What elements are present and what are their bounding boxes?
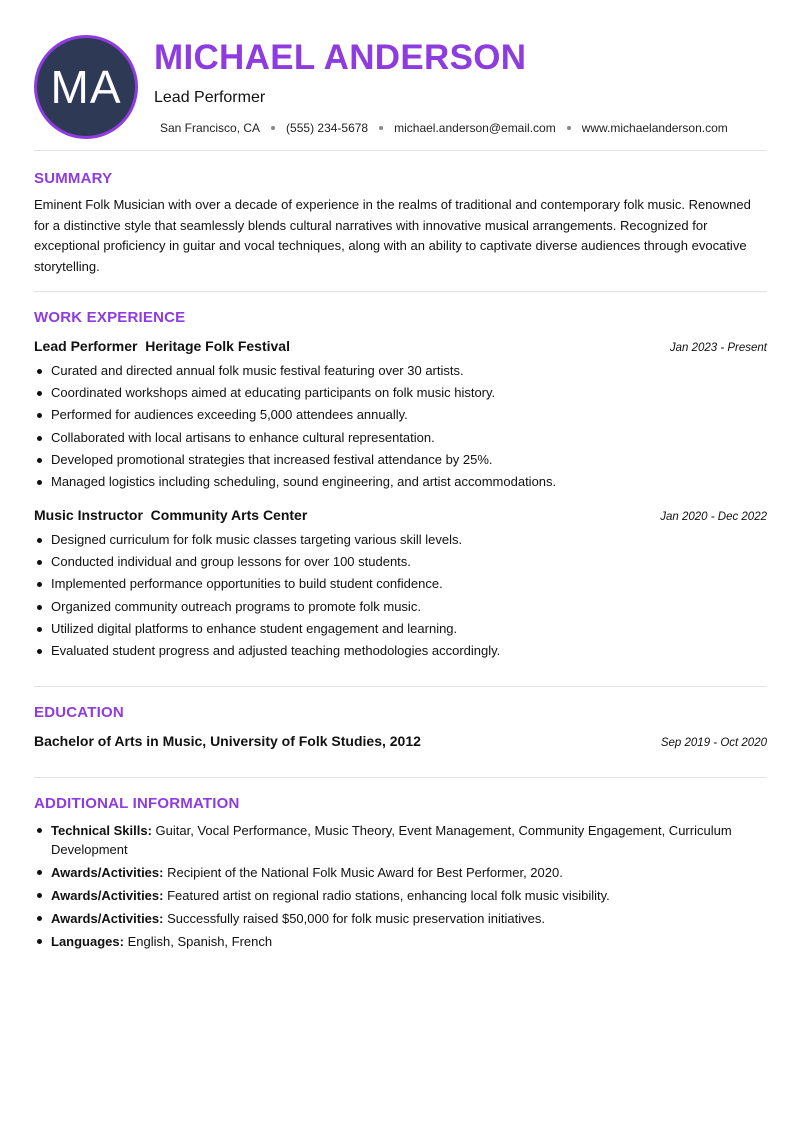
info-label: Awards/Activities: <box>51 911 164 926</box>
job-title: Lead Performer Heritage Folk Festival <box>34 338 290 354</box>
education-dates: Sep 2019 - Oct 2020 <box>660 737 767 749</box>
list-item <box>34 886 754 905</box>
job-dates: Jan 2023 - Present <box>669 342 767 354</box>
candidate-name: MICHAEL ANDERSON <box>154 38 527 77</box>
avatar-initials: MA <box>50 61 122 113</box>
job-bullets <box>34 529 769 662</box>
avatar <box>34 35 138 139</box>
summary-heading: SUMMARY <box>34 170 113 187</box>
list-item <box>34 821 754 859</box>
list-item: Curated and directed annual folk music festival featuring over 30 artists. <box>34 360 769 382</box>
contact-email[interactable]: michael.anderson@email.com <box>394 121 556 135</box>
info-text: Successfully raised $50,000 for folk music preservation initiatives. <box>167 911 545 926</box>
education-degree: Bachelor of Arts in Music, University of Folk Studies, 2012 <box>34 733 421 749</box>
list-item: Implemented performance opportunities to build student confidence. <box>34 573 769 595</box>
info-text: Featured artist on regional radio stations, enhancing local folk music visibility. <box>167 888 610 903</box>
job-bullets <box>34 360 769 493</box>
list-item: Designed curriculum for folk music classes targeting various skill levels. <box>34 529 769 551</box>
list-item: Coordinated workshops aimed at educating participants on folk music history. <box>34 382 769 404</box>
info-label: Languages: <box>51 934 124 949</box>
list-item <box>34 909 754 928</box>
divider <box>34 777 767 778</box>
list-item: Utilized digital platforms to enhance student engagement and learning. <box>34 618 769 640</box>
list-item: Collaborated with local artisans to enhance cultural representation. <box>34 427 769 449</box>
additional-info-list <box>34 821 754 955</box>
job-title: Music Instructor Community Arts Center <box>34 507 308 523</box>
info-text: English, Spanish, French <box>127 934 273 949</box>
contact-website[interactable]: www.michaelanderson.com <box>581 121 728 135</box>
contact-location: San Francisco, CA <box>160 121 261 135</box>
summary-text: Eminent Folk Musician with over a decade of experience in the realms of traditional and contemporary folk music. Renowned for a distinctive style that seamlessly blends cultural narratives with innovative musical arrangements. Recognized for exceptional proficiency in guitar and vocal techniques, along with an ability to captivate diverse audiences through evocative storytelling. <box>34 197 751 274</box>
contact-line <box>160 121 728 135</box>
list-item: Developed promotional strategies that increased festival attendance by 25%. <box>34 449 769 471</box>
list-item <box>34 932 754 951</box>
list-item: Organized community outreach programs to promote folk music. <box>34 596 769 618</box>
divider <box>34 291 767 292</box>
contact-phone: (555) 234-5678 <box>286 121 369 135</box>
list-item: Conducted individual and group lessons for over 100 students. <box>34 551 769 573</box>
job-dates: Jan 2020 - Dec 2022 <box>660 511 767 523</box>
separator-dot-icon <box>567 126 571 130</box>
divider <box>34 686 767 687</box>
education-heading: EDUCATION <box>34 704 124 721</box>
list-item: Managed logistics including scheduling, sound engineering, and artist accommodations. <box>34 471 769 493</box>
separator-dot-icon <box>379 126 383 130</box>
list-item: Performed for audiences exceeding 5,000 attendees annually. <box>34 404 769 426</box>
additional-info-heading: ADDITIONAL INFORMATION <box>34 795 240 812</box>
job-header <box>34 338 767 354</box>
info-label: Technical Skills: <box>51 823 152 838</box>
divider <box>34 150 767 151</box>
info-label: Awards/Activities: <box>51 888 164 903</box>
work-experience-heading: WORK EXPERIENCE <box>34 309 186 326</box>
separator-dot-icon <box>271 126 275 130</box>
job-header <box>34 507 767 523</box>
education-row <box>34 733 767 749</box>
list-item <box>34 863 754 882</box>
list-item: Evaluated student progress and adjusted teaching methodologies accordingly. <box>34 640 769 662</box>
info-text: Recipient of the National Folk Music Award for Best Performer, 2020. <box>167 865 563 880</box>
candidate-role: Lead Performer <box>154 89 266 106</box>
info-label: Awards/Activities: <box>51 865 164 880</box>
info-text: Guitar, Vocal Performance, Music Theory, Event Management, Community Engagement, Curriculum Development <box>51 823 732 857</box>
